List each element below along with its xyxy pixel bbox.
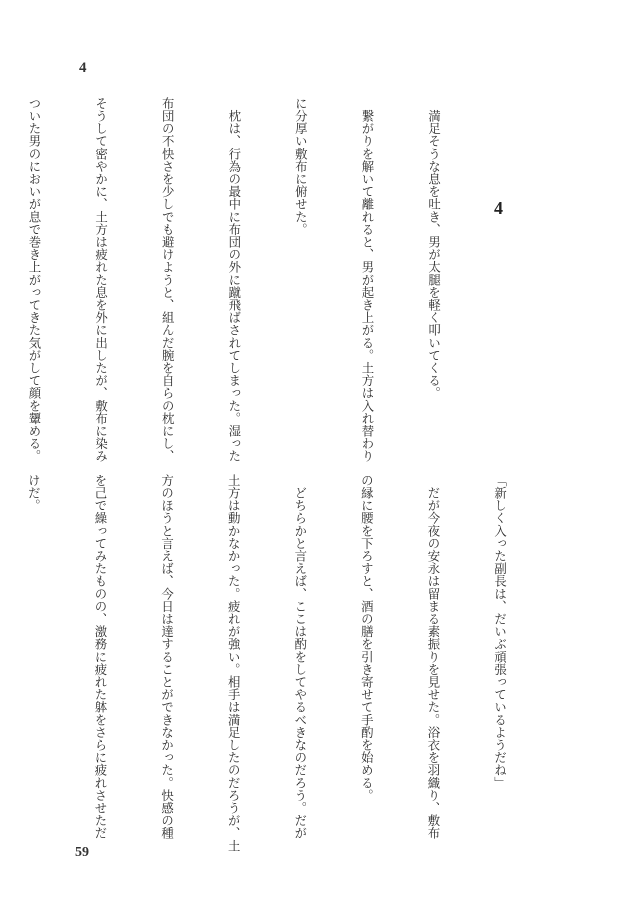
text-line: 枕は、行為の最中に布団の外に蹴飛ばされてしまった。湿った (226, 97, 242, 463)
text-line: 方のほうと言えば、今日は達することができなかった。快感の種 (159, 474, 175, 840)
bottom-text-block (26, 474, 555, 852)
top-text-block (26, 97, 489, 463)
text-line: ついた男のにおいが息で巻き上がってきた気がして顔を顰める。 (26, 97, 42, 463)
text-line: そうして密やかに、土方は疲れた息を外に出したが、敷布に染み (93, 97, 109, 463)
running-head: 4 (79, 60, 87, 76)
text-line: 布団の不快さを少しでも避けようと、組んだ腕を自らの枕にし、 (160, 97, 176, 463)
text-line: の縁に腰を下ろすと、酒の膳を引き寄せて手酌を始める。 (359, 474, 375, 802)
text-line: けだ。 (26, 474, 42, 512)
text-line: 繋がりを解いて離れると、男が起き上がる。土方は入れ替わり (359, 97, 375, 463)
text-line: どちらかと言えば、ここは酌をしてやるべきなのだろう。だが (292, 474, 308, 840)
text-line: 土方は動かなかった。疲れが強い。相手は満足したのだろうが、土 (226, 474, 242, 852)
text-line: 「新しく入った副長は、だいぶ頑張っているようだね」 (492, 474, 508, 789)
text-line: に分厚い敷布に俯せた。 (293, 97, 309, 236)
chapter-heading: 4 (494, 198, 503, 218)
text-line: 満足そうな息を吐き、男が太腿を軽く叩いてくる。 (426, 97, 442, 400)
text-line: だが今夜の安永は留まる素振りを見せた。浴衣を羽織り、敷布 (425, 474, 441, 840)
page-number: 59 (75, 845, 89, 860)
text-line: を己で繰ってみたものの、激務に疲れた躰をさらに疲れさせただ (92, 474, 108, 840)
